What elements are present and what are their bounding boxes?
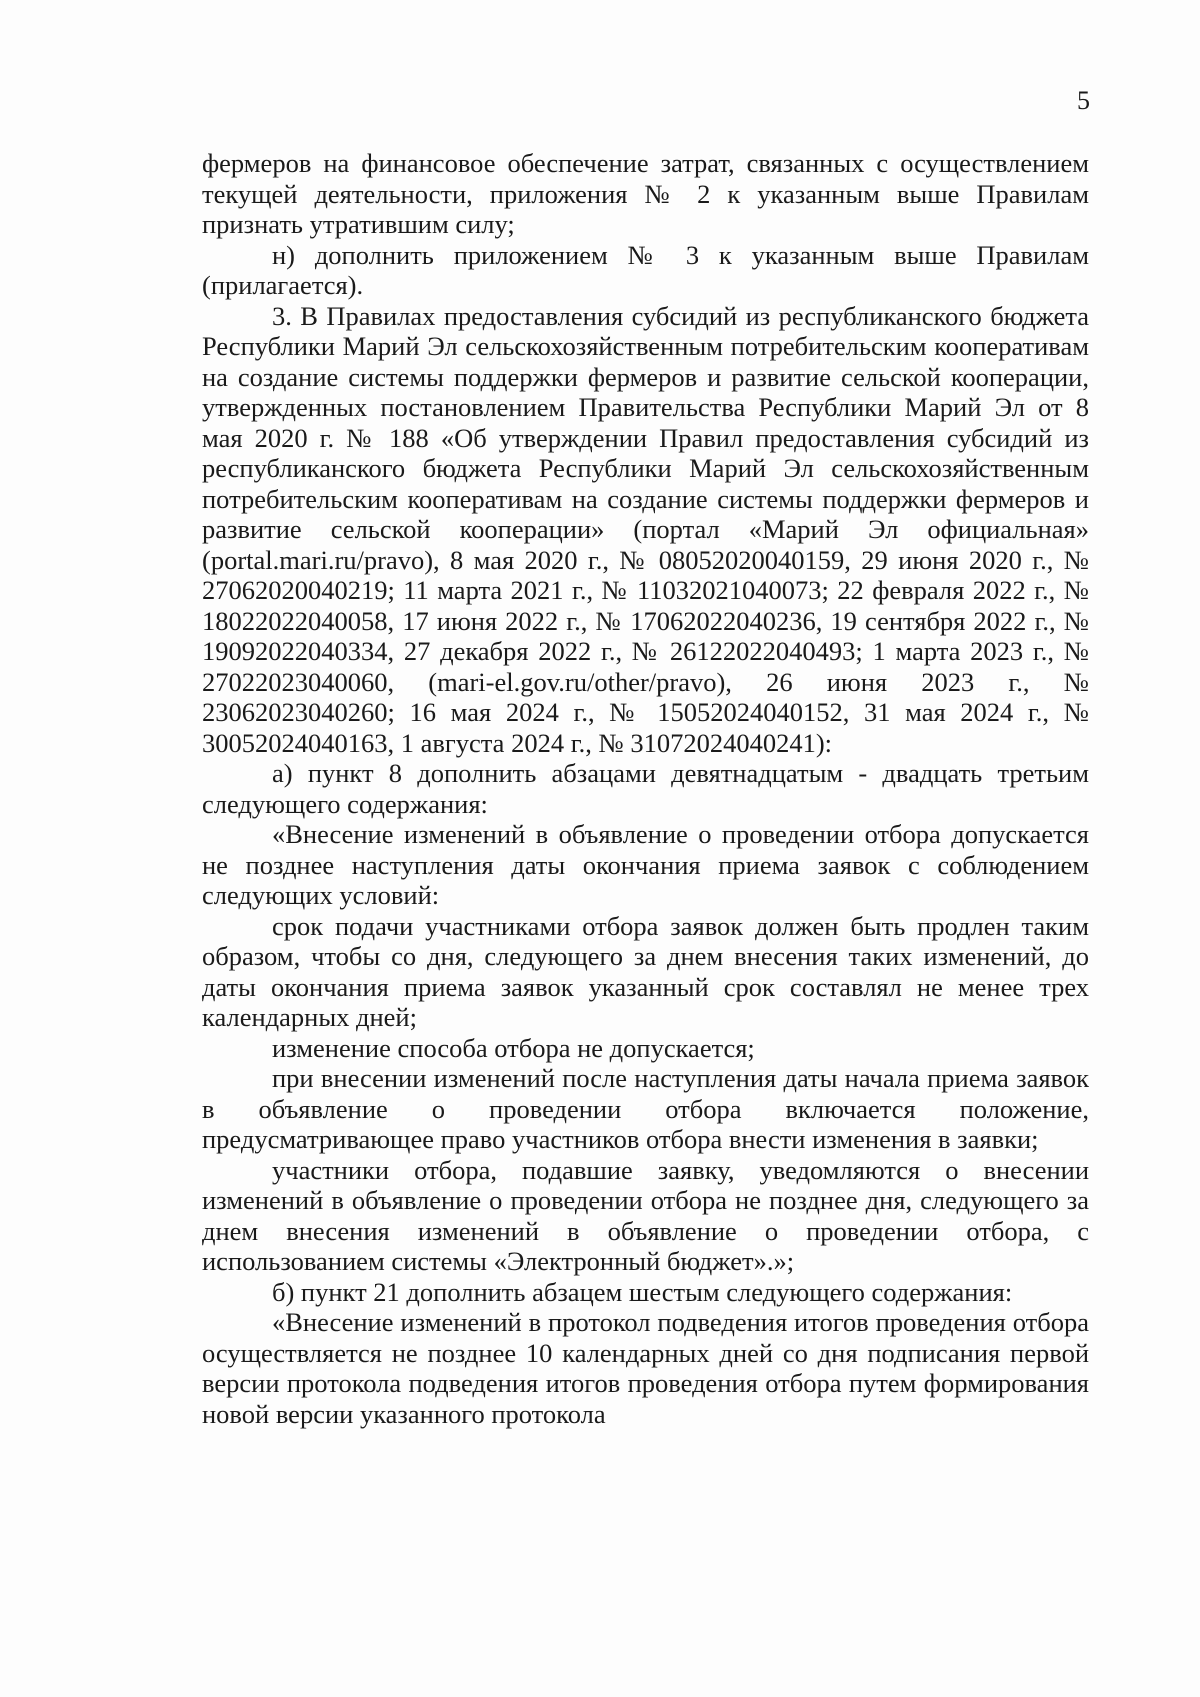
- paragraph: н) дополнить приложением № 3 к указанным выше Правилам (прилагается).: [202, 239, 1089, 300]
- paragraph: участники отбора, подавшие заявку, уведомляются о внесении изменений в объявление о проведении отбора не позднее дня, следующего за днем внесения изменений в объявление о проведении отбора, с использованием системы «Электронный бюджет».»;: [202, 1154, 1089, 1276]
- paragraph: при внесении изменений после наступления даты начала приема заявок в объявление о проведении отбора включается положение, предусматривающее право участников отбора внести изменения в заявки;: [202, 1063, 1089, 1154]
- paragraph: а) пункт 8 дополнить абзацами девятнадцатым - двадцать третьим следующего содержания:: [202, 758, 1089, 819]
- paragraph: срок подачи участниками отбора заявок должен быть продлен таким образом, чтобы со дня, следующего за днем внесения таких изменений, до даты окончания приема заявок указанный срок составлял не менее трех календарных дней;: [202, 910, 1089, 1032]
- document-body: [202, 148, 1089, 1429]
- paragraph: «Внесение изменений в объявление о проведении отбора допускается не позднее наступления даты окончания приема заявок с соблюдением следующих условий:: [202, 819, 1089, 910]
- paragraph: б) пункт 21 дополнить абзацем шестым следующего содержания:: [272, 1276, 1013, 1307]
- page-number: 5: [1077, 86, 1090, 115]
- paragraph: 3. В Правилах предоставления субсидий из республиканского бюджета Республики Марий Эл сельскохозяйственным потребительским кооперативам на создание системы поддержки фермеров и развитие сельской кооперации, утвержденных постановлением Правительства Республики Марий Эл от 8 мая 2020 г. № 188 «Об утверждении Правил предоставления субсидий из республиканского бюджета Республики Марий Эл сельскохозяйственным потребительским кооперативам на создание системы поддержки фермеров и развитие сельской кооперации» (портал «Марий Эл официальная» (portal.mari.ru/pravo), 8 мая 2020 г., № 08052020040159, 29 июня 2020 г., № 27062020040219; 11 марта 2021 г., № 11032021040073; 22 февраля 2022 г., № 18022022040058, 17 июня 2022 г., № 17062022040236, 19 сентября 2022 г., № 19092022040334, 27 декабря 2022 г., № 26122022040493; 1 марта 2023 г., № 27022023040060, (mari-el.gov.ru/other/pravo), 26 июня 2023 г., № 23062023040260; 16 мая 2024 г., № 15052024040152, 31 мая 2024 г., № 30052024040163, 1 августа 2024 г., № 31072024040241):: [202, 300, 1089, 758]
- paragraph: фермеров на финансовое обеспечение затрат, связанных с осуществлением текущей деятельности, приложения № 2 к указанным выше Правилам признать утратившим силу;: [202, 148, 1089, 239]
- paragraph: «Внесение изменений в протокол подведения итогов проведения отбора осуществляется не позднее 10 календарных дней со дня подписания первой версии протокола подведения итогов проведения отбора путем формирования новой версии указанного протокола: [202, 1307, 1089, 1429]
- paragraph: изменение способа отбора не допускается;: [272, 1032, 755, 1063]
